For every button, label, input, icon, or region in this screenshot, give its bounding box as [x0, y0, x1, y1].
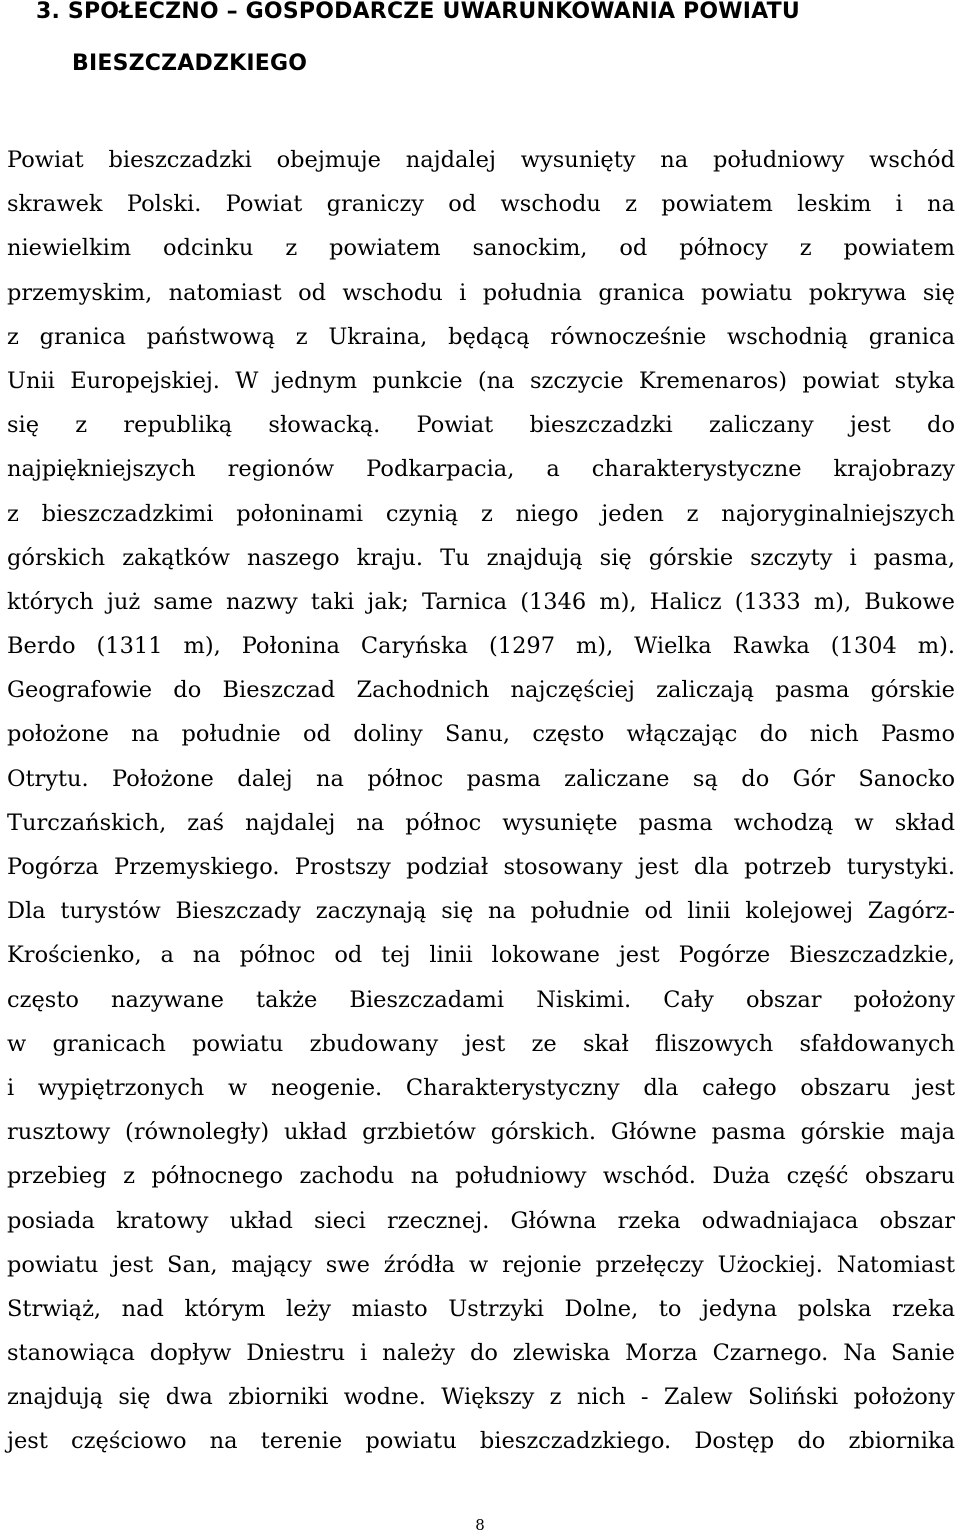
text-line: górskich zakątków naszego kraju. Tu znajdują się górskie szczyty i pasma, [7, 544, 955, 571]
section-heading [36, 0, 936, 82]
text-line: Pogórza Przemyskiego. Prostszy podział stosowany jest dla potrzeb turystyki. [7, 854, 955, 880]
text-line: położone na południe od doliny Sanu, często włączając do nich Pasmo [7, 721, 955, 748]
text-line: Berdo (1311 m), Połonina Caryńska (1297 m), Wielka Rawka (1304 m). [7, 633, 955, 660]
text-line: przebieg z północnego zachodu na południowy wschód. Duża część obszaru [7, 1163, 955, 1190]
text-line: i wypiętrzonych w neogenie. Charakterystyczny dla całego obszaru jest [7, 1074, 955, 1101]
text-line: Turczańskich, zaś najdalej na północ wysunięte pasma wchodzą w skład [7, 809, 955, 836]
section-heading-line-2: BIESZCZADZKIEGO [72, 51, 308, 76]
section-heading-line-1: 3. SPOŁECZNO – GOSPODARCZE UWARUNKOWANIA POWIATU [36, 0, 800, 24]
text-line: których już same nazwy taki jak; Tarnica (1346 m), Halicz (1333 m), Bukowe [7, 588, 955, 615]
text-line: z granica państwową z Ukraina, będącą równocześnie wschodnią granica [7, 323, 955, 350]
text-line: najpiękniejszych regionów Podkarpacia, a charakterystyczne krajobrazy [7, 456, 955, 483]
page-number: 8 [475, 1516, 485, 1534]
text-line: powiatu jest San, mający swe źródła w rejonie przełęczy Użockiej. Natomiast [7, 1251, 955, 1278]
text-line: Krościenko, a na północ od tej linii lokowane jest Pogórze Bieszczadzkie, [7, 942, 955, 969]
text-line: jest częściowo na terenie powiatu bieszczadzkiego. Dostęp do zbiornika [7, 1428, 955, 1455]
body-paragraph [7, 142, 955, 1468]
text-line: Geografowie do Bieszczad Zachodnich najczęściej zaliczają pasma górskie [7, 677, 955, 704]
text-line: się z republiką słowacką. Powiat bieszczadzki zaliczany jest do [7, 412, 955, 439]
text-line: znajdują się dwa zbiorniki wodne. Większy z nich - Zalew Soliński położony [7, 1384, 955, 1411]
text-line: skrawek Polski. Powiat graniczy od wschodu z powiatem leskim i na [7, 191, 955, 218]
text-line: Unii Europejskiej. W jednym punkcie (na szczycie Kremenaros) powiat styka [7, 367, 955, 394]
text-line: rusztowy (równoległy) układ grzbietów górskich. Główne pasma górskie maja [7, 1119, 955, 1146]
text-line: Powiat bieszczadzki obejmuje najdalej wysunięty na południowy wschód [7, 147, 955, 173]
text-line: w granicach powiatu zbudowany jest ze skał fliszowych sfałdowanych [7, 1030, 955, 1057]
text-line: posiada kratowy układ sieci rzecznej. Główna rzeka odwadniajaca obszar [7, 1207, 955, 1234]
text-line: przemyskim, natomiast od wschodu i południa granica powiatu pokrywa się [7, 279, 955, 306]
text-line: stanowiąca dopływ Dniestru i należy do zlewiska Morza Czarnego. Na Sanie [7, 1340, 955, 1367]
text-line: Otrytu. Położone dalej na północ pasma zaliczane są do Gór Sanocko [7, 765, 955, 792]
text-line: często nazywane także Bieszczadami Niskimi. Cały obszar położony [7, 986, 955, 1013]
text-line: Strwiąż, nad którym leży miasto Ustrzyki Dolne, to jedyna polska rzeka [7, 1295, 955, 1322]
text-line: niewielkim odcinku z powiatem sanockim, od północy z powiatem [7, 235, 955, 262]
text-line: z bieszczadzkimi połoninami czynią z niego jeden z najoryginalniejszych [7, 500, 955, 527]
text-line: Dla turystów Bieszczady zaczynają się na południe od linii kolejowej Zagórz- [7, 898, 955, 925]
